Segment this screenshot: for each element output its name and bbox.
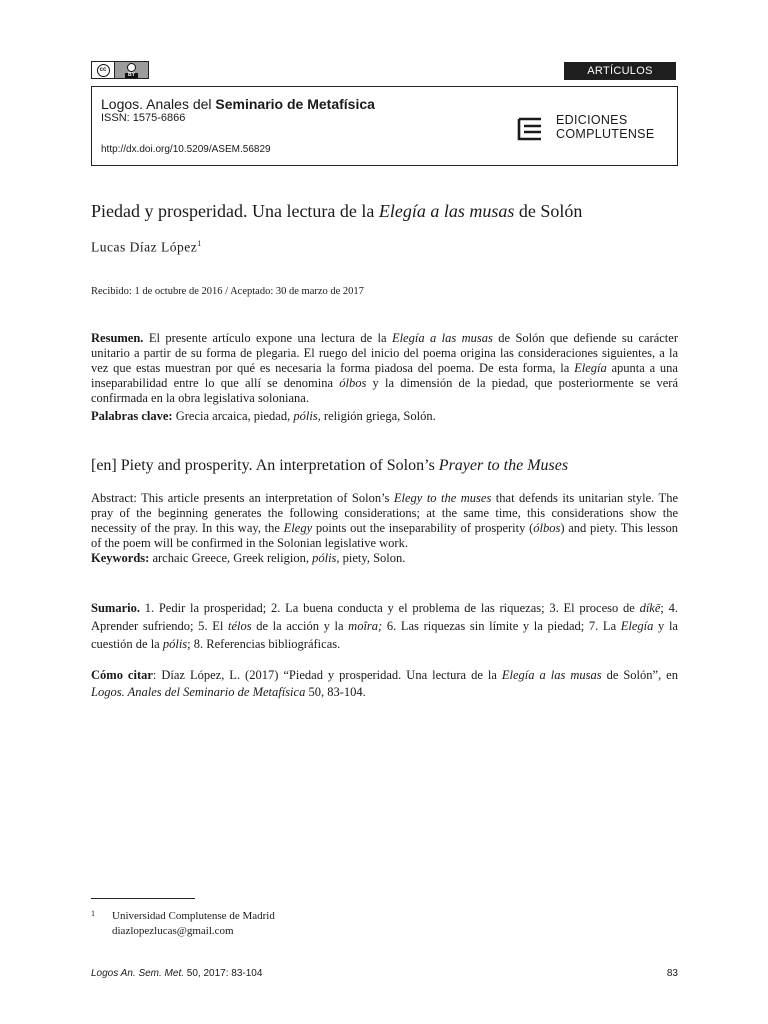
palabras-clave: Palabras clave: Grecia arcaica, piedad, pólis, religión griega, Solón. (91, 409, 436, 423)
footnote-mark: 1 (91, 909, 95, 918)
footer-citation: Logos An. Sem. Met. 50, 2017: 83-104 (91, 968, 263, 979)
journal-info-box (91, 86, 678, 166)
section-tag: ARTÍCULOS (564, 62, 676, 80)
citation-paragraph: Cómo citar: Díaz López, L. (2017) “Piedad y prosperidad. Una lectura de la Elegía a las musas de Solón”, en Logos. Anales del Seminario de Metafísica 50, 83-104. (91, 668, 678, 699)
cc-license-badge (91, 61, 149, 79)
doi-link[interactable]: http://dx.doi.org/10.5209/ASEM.56829 (101, 144, 271, 155)
attribution-icon (115, 62, 148, 78)
cc-by-label: BY (125, 73, 138, 78)
page-number: 83 (666, 968, 678, 979)
footnote-ref[interactable]: 1 (197, 239, 202, 248)
publisher-logo-icon (517, 117, 543, 141)
footnote-email[interactable]: diazlopezlucas@gmail.com (112, 925, 234, 937)
resumen-paragraph: Resumen. El presente artículo expone una lectura de la Elegía a las musas de Solón que defiende su carácter unitario a partir de su forma de plegaria. El ruego del inicio del poema origina las consideraciones siguientes, a la vez que estas muestran por qué es necesaria la forma piadosa del poema. De esta forma, la Elegía apunta a una inseparabilidad entre lo que allí se denomina ólbos y la dimensión de la piedad, que posteriormente se verá confirmada en la obra legislativa soloniana. (91, 331, 678, 405)
article-title: Piedad y prosperidad. Una lectura de la Elegía a las musas de Solón (91, 201, 583, 221)
sumario-paragraph: Sumario. 1. Pedir la prosperidad; 2. La buena conducta y el problema de las riquezas; 3. El proceso de díkē; 4. Aprender sufriendo; 5. El télos de la acción y la moîra; 6. Las riquezas sin límite y la piedad; 7. La Elegía y la cuestión de la pólis; 8. Referencias bibliográficas. (91, 601, 678, 651)
cc-logo-icon: cc (92, 62, 115, 78)
author-name: Lucas Díaz López$^1$ (91, 239, 202, 255)
issn: ISSN: 1575-6866 (101, 112, 186, 124)
publisher-name: EDICIONES COMPLUTENSE (556, 113, 655, 141)
footnote-affiliation: Universidad Complutense de Madrid (112, 910, 275, 922)
keywords: Keywords: archaic Greece, Greek religion, pólis, piety, Solon. (91, 551, 406, 565)
english-title: [en] Piety and prosperity. An interpretation of Solon’s Prayer to the Muses (91, 457, 569, 474)
received-dates: Recibido: 1 de octubre de 2016 / Aceptado: 30 de marzo de 2017 (91, 286, 364, 297)
footnote-text (112, 909, 275, 939)
abstract-paragraph: Abstract: This article presents an interpretation of Solon’s Elegy to the muses that defends its unitarian style. The pray of the beginning generates the following considerations; at the same time, this considerations show the necessity of the pray. In this way, the Elegy points out the inseparability of prosperity (ólbos) and piety. This lesson of the poem will be confirmed in the Solonian legislative work. (91, 491, 678, 550)
footnote-divider (91, 898, 195, 899)
journal-name: Logos. Anales del Seminario de Metafísica (101, 96, 375, 112)
